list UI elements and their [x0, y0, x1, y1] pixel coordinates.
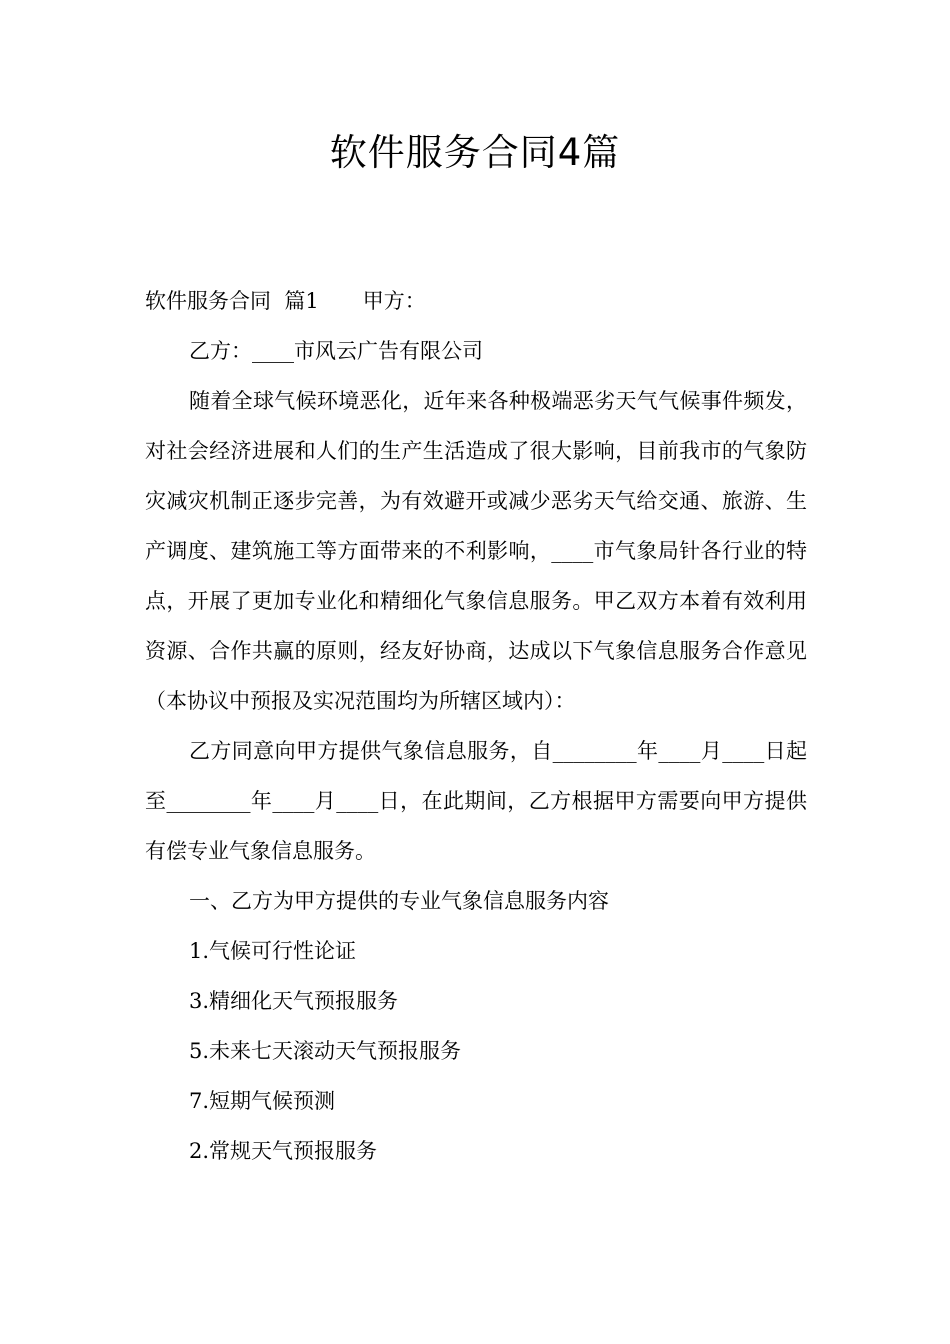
paragraph-service-period: 乙方同意向甲方提供气象信息服务，自________年____月____日起至________年____月____日，在此期间，乙方根据甲方需要向甲方提供有偿专业气象信息服务。	[145, 739, 807, 863]
list-item: 5.未来七天滚动天气预报服务	[189, 1039, 462, 1063]
list-item: 1.气候可行性论证	[189, 939, 357, 963]
document-body	[145, 276, 807, 1176]
header-line	[145, 276, 807, 326]
document-title: 软件服务合同4篇	[329, 131, 621, 174]
list-item: 2.常规天气预报服务	[189, 1139, 378, 1163]
section-heading: 一、乙方为甲方提供的专业气象信息服务内容	[189, 889, 609, 913]
party-a-label: 甲方：	[362, 289, 426, 313]
list-item: 3.精细化天气预报服务	[189, 989, 399, 1013]
section-label: 软件服务合同 篇1	[145, 289, 319, 313]
list-item: 7.短期气候预测	[189, 1089, 336, 1113]
party-b-line: 乙方：____市风云广告有限公司	[189, 339, 483, 363]
paragraph-intro: 随着全球气候环境恶化，近年来各种极端恶劣天气气候事件频发，对社会经济进展和人们的生产生活造成了很大影响，目前我市的气象防灾减灾机制正逐步完善，为有效避开或减少恶劣天气给交通、旅游、生产调度、建筑施工等方面带来的不利影响，____市气象局针各行业的特点，开展了更加专业化和精细化气象信息服务。甲乙双方本着有效利用资源、合作共赢的原则，经友好协商，达成以下气象信息服务合作意见（本协议中预报及实况范围均为所辖区域内）：	[145, 389, 807, 713]
